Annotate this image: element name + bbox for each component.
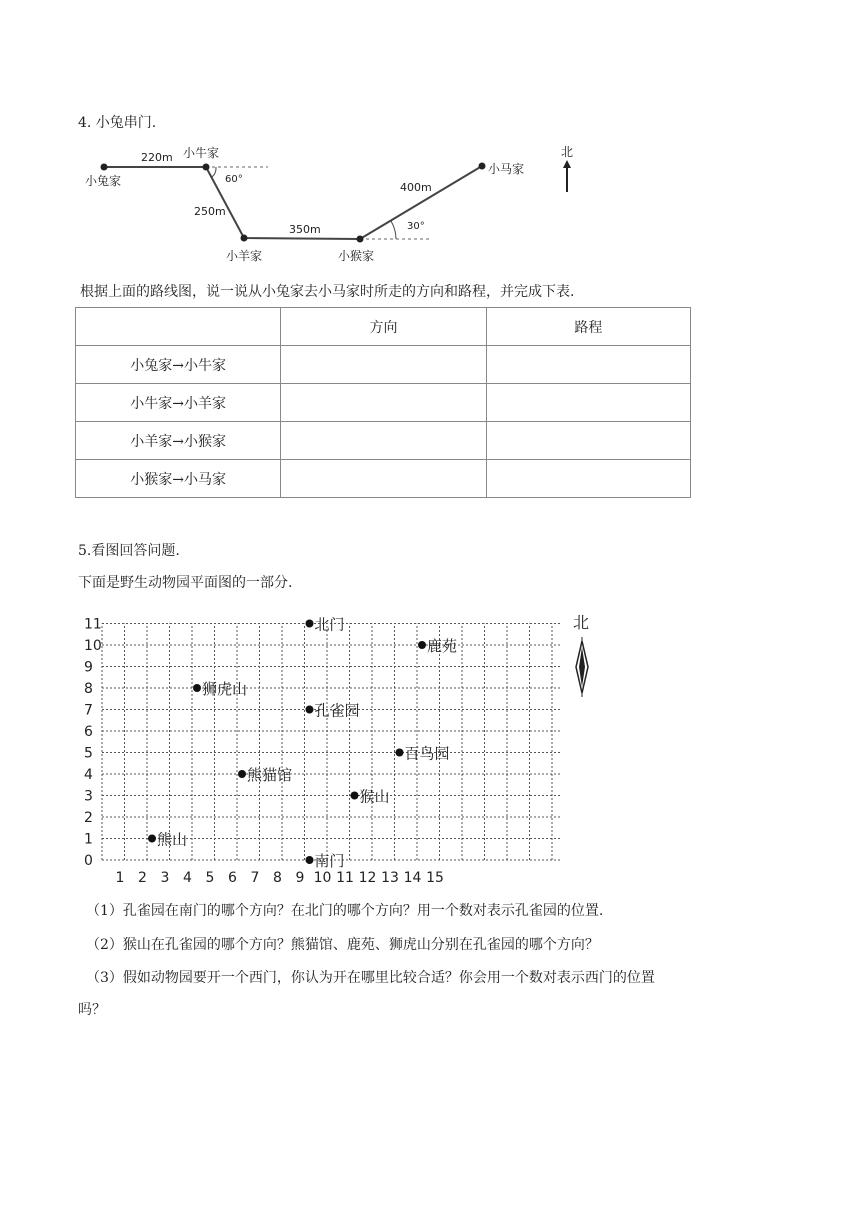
q4-instruction: 根据上面的路线图，说一说从小兔家去小马家时所走的方向和路程，并完成下表.: [80, 284, 575, 300]
x-tick-label: 6: [228, 870, 237, 886]
x-tick-label: 3: [160, 870, 170, 886]
y-tick-label: 7: [84, 702, 93, 719]
y-tick-labels: [84, 617, 102, 870]
map-point-label: 猴山: [359, 787, 390, 806]
table-row: [76, 384, 691, 422]
map-point-label: 北门: [314, 615, 345, 634]
table-row-label: 小牛家→小羊家: [76, 384, 281, 422]
y-tick-label: 11: [84, 616, 102, 633]
x-tick-label: 8: [273, 870, 282, 886]
map-point: [238, 770, 246, 778]
answer-table: [75, 307, 691, 498]
question-3-cont: 吗？: [78, 1002, 106, 1018]
dist-220: 220m: [141, 151, 173, 164]
x-tick-label: 7: [250, 870, 260, 886]
route-map: [78, 140, 598, 270]
map-point: [351, 792, 359, 800]
q5-title: 5.看图回答问题.: [78, 543, 180, 559]
map-point-label: 鹿苑: [427, 637, 458, 655]
map-point: [306, 706, 314, 714]
question-1: （1）孔雀园在南门的哪个方向？在北门的哪个方向？用一个数对表示孔雀园的位置.: [86, 903, 604, 919]
map-point: [418, 641, 426, 649]
map-point-label: 百鸟园: [404, 744, 450, 763]
table-header-cell: 方向: [281, 308, 486, 346]
route-point-horse: [479, 163, 486, 170]
table-header-cell: [76, 308, 281, 346]
y-tick-label: 0: [84, 853, 93, 869]
table-row: [76, 460, 691, 498]
y-tick-label: 3: [84, 788, 93, 805]
angle-arc-60: [212, 167, 216, 177]
table-header-cell: 路程: [486, 308, 690, 346]
dist-250: 250m: [194, 205, 226, 218]
route-point-rabbit: [101, 164, 108, 171]
map-point: [396, 749, 404, 757]
x-tick-label: 2: [138, 870, 147, 886]
north-arrow-head: [563, 160, 571, 168]
x-tick-label: 12: [358, 870, 377, 886]
zoo-map: [70, 605, 610, 890]
table-row-label: 小羊家→小猴家: [76, 422, 281, 460]
label-monkey-home: 小猴家: [338, 249, 375, 263]
x-tick-label: 14: [403, 870, 422, 886]
question-3: （3）假如动物园要开一个西门，你认为开在哪里比较合适？你会用一个数对表示西门的位置: [86, 970, 655, 986]
dist-400: 400m: [400, 181, 432, 194]
x-tick-label: 10: [313, 870, 332, 886]
north-label: 北: [561, 145, 574, 159]
answer-cell-distance[interactable]: [486, 422, 690, 460]
y-tick-label: 8: [84, 681, 93, 697]
y-tick-label: 4: [84, 767, 93, 783]
map-point: [148, 835, 156, 843]
answer-cell-direction[interactable]: [281, 346, 486, 384]
map-points: [148, 616, 457, 871]
table-row-label: 小猴家→小马家: [76, 460, 281, 498]
map-point-label: 熊山: [157, 830, 188, 849]
answer-cell-distance[interactable]: [486, 384, 690, 422]
label-rabbit-home: 小兔家: [85, 174, 122, 188]
route-point-sheep: [241, 235, 248, 242]
answer-cell-distance[interactable]: [486, 346, 690, 384]
y-tick-label: 6: [84, 724, 93, 740]
dist-350: 350m: [289, 223, 321, 236]
map-point: [306, 856, 314, 864]
x-tick-label: 11: [336, 870, 354, 886]
angle-60: 60°: [225, 174, 243, 185]
answer-cell-distance[interactable]: [486, 460, 690, 498]
angle-arc-30: [391, 221, 396, 239]
label-sheep-home: 小羊家: [226, 249, 263, 263]
table-row-label: 小兔家→小牛家: [76, 346, 281, 384]
answer-cell-direction[interactable]: [281, 422, 486, 460]
q5-intro: 下面是野生动物园平面图的一部分.: [78, 575, 293, 591]
y-tick-label: 5: [84, 745, 93, 762]
angle-30: 30°: [407, 221, 425, 232]
map-point-label: 南门: [314, 852, 345, 870]
map-point: [193, 684, 201, 692]
y-tick-label: 10: [84, 638, 102, 654]
label-cow-home: 小牛家: [183, 146, 220, 160]
answer-cell-direction[interactable]: [281, 384, 486, 422]
zoo-north-label: 北: [573, 613, 590, 632]
x-tick-label: 9: [295, 870, 305, 886]
y-tick-label: 2: [84, 810, 93, 826]
map-point-label: 熊猫馆: [247, 766, 293, 784]
x-tick-label: 13: [381, 870, 399, 886]
question-2: （2）猴山在孔雀园的哪个方向？熊猫馆、鹿苑、狮虎山分别在孔雀园的哪个方向？: [86, 937, 599, 953]
map-point-label: 狮虎山: [202, 680, 248, 698]
map-point-label: 孔雀园: [314, 701, 360, 720]
table-row: [76, 346, 691, 384]
q4-title: 4. 小兔串门.: [78, 115, 157, 131]
route-point-monkey: [357, 236, 364, 243]
grid-lines: [102, 624, 562, 861]
x-tick-label: 1: [115, 870, 125, 886]
y-tick-label: 1: [84, 831, 93, 848]
label-horse-home: 小马家: [488, 162, 525, 176]
x-tick-label: 15: [426, 870, 444, 886]
x-tick-labels: [116, 870, 444, 886]
table-header-row: [76, 308, 691, 346]
x-tick-label: 5: [205, 870, 215, 886]
y-tick-label: 9: [84, 659, 93, 676]
table-row: [76, 422, 691, 460]
answer-cell-direction[interactable]: [281, 460, 486, 498]
x-tick-label: 4: [183, 870, 192, 886]
route-point-cow: [203, 164, 210, 171]
map-point: [306, 620, 314, 628]
